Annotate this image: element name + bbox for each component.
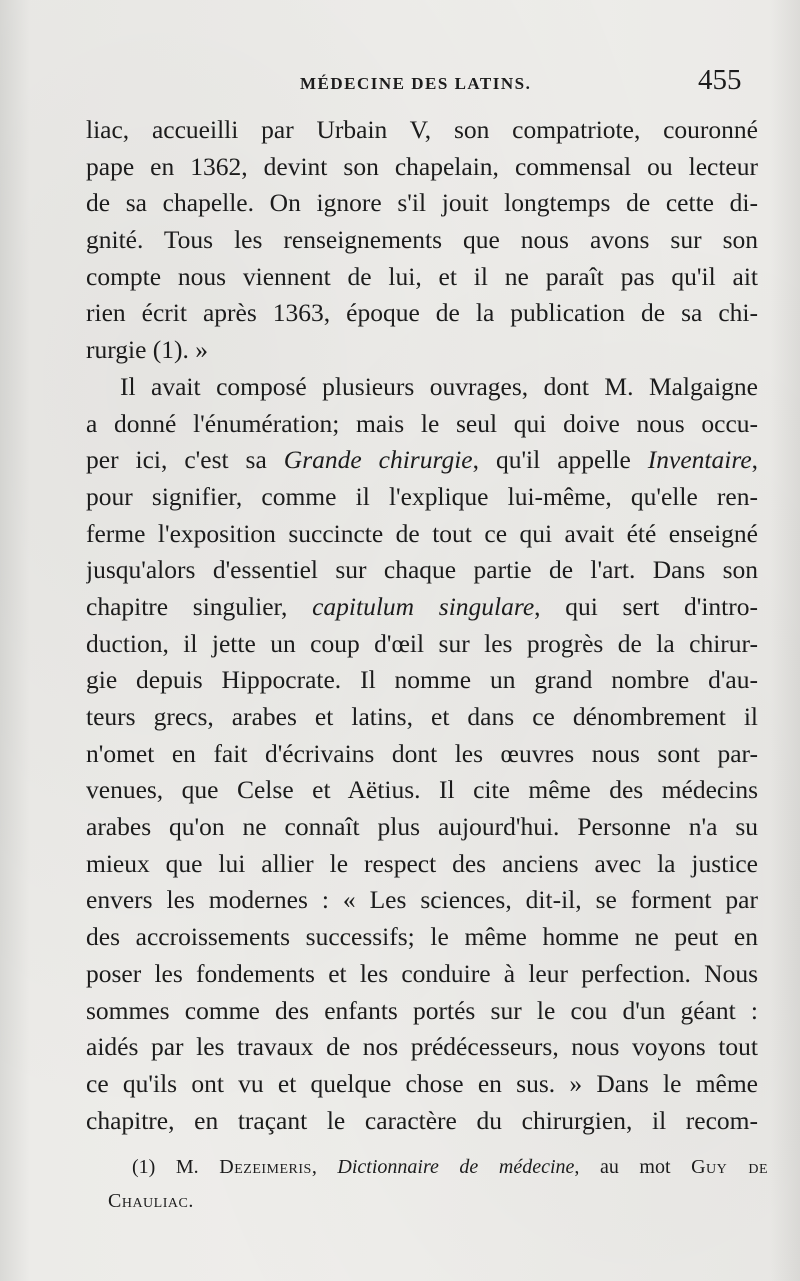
- text-line: arabes qu'on ne connaît plus aujourd'hui. Personne n'a su: [86, 812, 758, 842]
- footnote-line: [108, 1184, 768, 1218]
- running-title: MÉDECINE DES LATINS.: [300, 74, 532, 93]
- text-line: des accroissements successifs; le même homme ne peut en: [86, 922, 758, 952]
- footnote-entry: Guy de: [691, 1156, 769, 1178]
- text-line: mieux que lui allier le respect des anciens avec la justice: [86, 848, 758, 878]
- text-line: venues, que Celse et Aëtius. Il cite même des médecins: [86, 775, 758, 805]
- footnote-author: Dezeimeris: [219, 1156, 312, 1178]
- footnote-text: ,: [311, 1156, 317, 1178]
- italic-title: Grande chirurgie: [283, 445, 473, 475]
- text-line: rien écrit après 1363, époque de la publication de sa chi-: [86, 298, 758, 328]
- body-text: [86, 112, 758, 1139]
- text-segment: per ici, c'est sa: [86, 445, 267, 475]
- text-line: teurs grecs, arabes et latins, et dans ce dénombrement il: [86, 702, 758, 731]
- text-line: a donné l'énumération; mais le seul qui doive nous occu-: [86, 408, 758, 438]
- text-line: ce qu'ils ont vu et quelque chose en sus. » Dans le même: [86, 1068, 758, 1098]
- footnote-text: , au mot: [574, 1156, 671, 1178]
- text-segment: ,: [751, 445, 758, 475]
- text-line: gie depuis Hippocrate. Il nomme un grand nombre d'au-: [86, 665, 758, 695]
- text-line: sommes comme des enfants portés sur le cou d'un géant :: [86, 995, 758, 1025]
- text-line: compte nous viennent de lui, et il ne paraît pas qu'il ait: [86, 261, 758, 291]
- text-line: poser les fondements et les conduire à leur perfection. Nous: [86, 958, 758, 988]
- footnote-work: Dictionnaire de médecine: [337, 1156, 575, 1178]
- text-line: aidés par les travaux de nos prédécesseurs, nous voyons tout: [86, 1032, 758, 1062]
- text-line: chapitre, en traçant le caractère du chirurgien, il recom-: [86, 1105, 758, 1135]
- footnote-marker: (1) M.: [132, 1156, 199, 1178]
- text-line: envers les modernes : « Les sciences, dit-il, se forment par: [86, 885, 758, 915]
- text-line: pape en 1362, devint son chapelain, commensal ou lecteur: [86, 151, 758, 181]
- text-segment: , qui sert d'intro-: [534, 591, 758, 621]
- text-line: jusqu'alors d'essentiel sur chaque partie de l'art. Dans son: [86, 555, 758, 585]
- text-line: ferme l'exposition succincte de tout ce qui avait été enseigné: [86, 518, 758, 548]
- italic-title: Inventaire: [647, 445, 752, 475]
- text-line: liac, accueilli par Urbain V, son compatriote, couronné: [86, 115, 758, 144]
- text-line: [86, 442, 758, 479]
- text-line: n'omet en fait d'écrivains dont les œuvres nous sont par-: [86, 738, 758, 768]
- text-line: gnité. Tous les renseignements que nous avons sur son: [86, 225, 758, 255]
- italic-title: capitulum singulare: [312, 591, 535, 621]
- text-segment: , qu'il appelle: [472, 445, 631, 475]
- footnote-entry: Chauliac: [108, 1190, 189, 1212]
- text-segment: chapitre singulier,: [86, 591, 288, 621]
- footnote-line: [100, 1150, 768, 1184]
- text-line: duction, il jette un coup d'œil sur les progrès de la chirur-: [86, 628, 758, 658]
- text-line: pour signifier, comme il l'explique lui-même, qu'elle ren-: [86, 481, 758, 511]
- page-number: 455: [698, 64, 742, 96]
- text-line: Il avait composé plusieurs ouvrages, dont M. Malgaigne: [120, 371, 758, 401]
- footnote-text: .: [188, 1190, 194, 1212]
- text-line: de sa chapelle. On ignore s'il jouit longtemps de cette di-: [86, 188, 758, 218]
- text-line: rurgie (1). »: [86, 335, 209, 365]
- text-line: [86, 589, 758, 626]
- footnote: [100, 1150, 768, 1218]
